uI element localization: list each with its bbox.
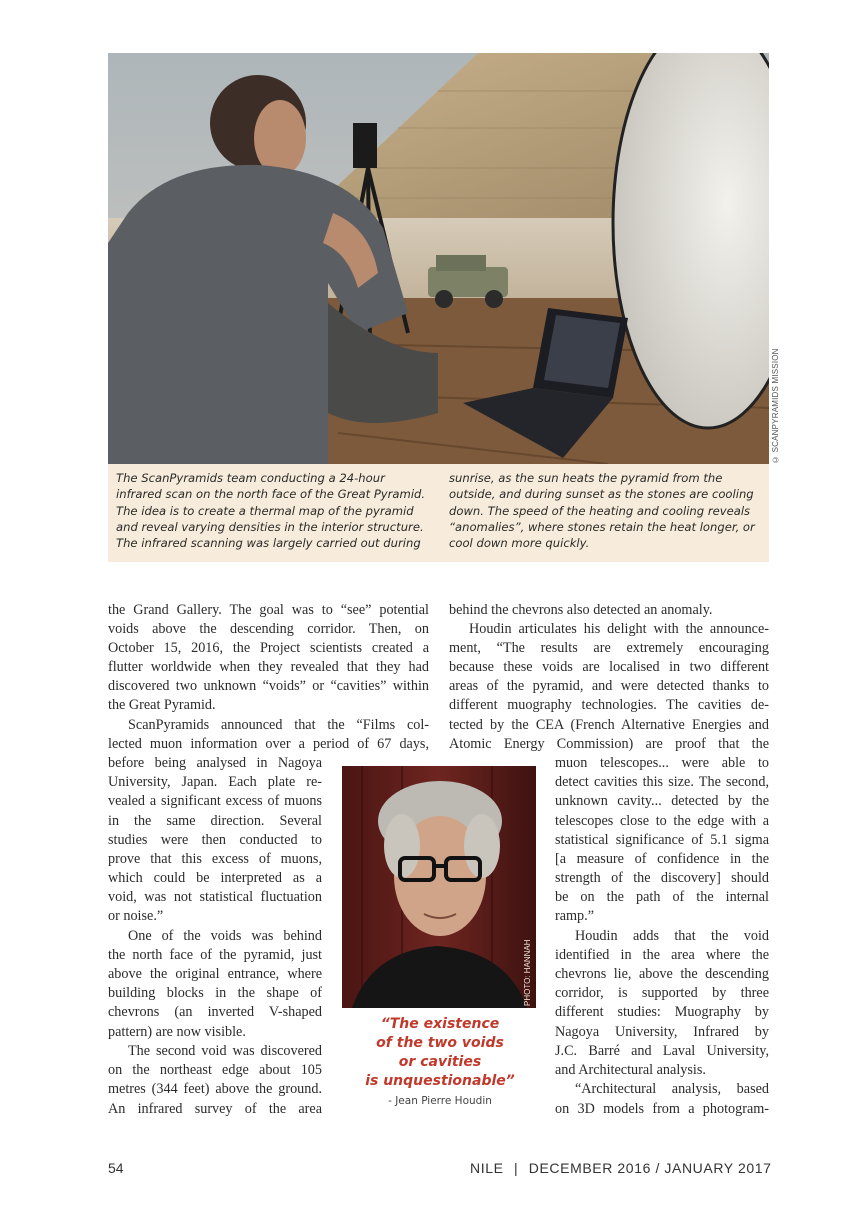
body-line: discovered two unknown “voids” or “cavities” within [108,678,429,694]
body-line: or noise.” [108,908,164,924]
pull-quote-line: “The existence [380,1016,500,1032]
caption-line: The infrared scanning was largely carried out during [116,536,421,551]
photo-credit: © SCANPYRAMIDS MISSION [771,348,780,464]
body-line: studies were then conducted to [108,832,322,848]
body-line: different muography technologies. The cavities de- [449,697,769,713]
photo-illustration [108,53,769,464]
caption-line: infrared scan on the north face of the Great Pyramid. [116,487,426,502]
body-line: chevrons (an inverted V-shaped [108,1004,322,1020]
body-line: on the northeast edge about 105 [108,1062,322,1078]
caption-column-1 [116,470,434,551]
body-line: J.C. Barré and Laval University, [555,1043,769,1059]
body-line: prove that this excess of muons, [108,851,322,867]
caption-line: outside, and during sunset as the stones are cooling [449,487,754,502]
body-line: building blocks in the shape of [108,985,322,1001]
body-line: because these voids are localised in two different [449,659,769,675]
body-line: October 15, 2016, the Project scientists created a [108,640,429,656]
caption-line: cool down more quickly. [449,536,590,551]
running-footer [470,1160,772,1176]
body-line: behind the chevrons also detected an anomaly. [449,602,713,618]
body-line: Atomic Energy Commission) are proof that the [449,736,769,752]
body-line: unknown cavity... detected by the [555,793,769,809]
body-line: ramp.” [555,908,594,924]
body-line: chevrons lie, above the descending [555,966,769,982]
body-line: telescopes close to the edge with a [555,813,769,829]
body-line: “Architectural analysis, based [575,1081,769,1097]
body-line: ment, “The results are extremely encouraging [449,640,769,656]
body-line: Houdin adds that the void [575,928,769,944]
body-line: flutter worldwide when they revealed that they had [108,659,429,675]
caption-column-2 [449,470,761,551]
body-line: areas of the pyramid, and were detected thanks to [449,678,769,694]
body-line: be on the path of the internal [555,889,769,905]
body-line: statistical significance of 5.1 sigma [555,832,769,848]
body-line: vealed a significant excess of muons [108,793,322,809]
pull-quote-line: is unquestionable” [365,1073,515,1089]
body-line: before being analysed in Nagoya [108,755,322,771]
houdin-portrait [342,766,536,1008]
body-line: University, Japan. Each plate re- [108,774,322,790]
body-line: different studies: Muography by [555,1004,769,1020]
body-line: identified in the area where the [555,947,769,963]
photo-caption [108,464,769,562]
scanpyramids-photo [108,53,769,464]
caption-line: sunrise, as the sun heats the pyramid from the [449,471,723,485]
body-line: in the same direction. Several [108,813,322,829]
body-line: ScanPyramids announced that the “Films col- [128,717,429,733]
body-line: and Architectural analysis. [555,1062,706,1078]
pull-quote-attribution: - Jean Pierre Houdin [388,1095,492,1107]
body-line: the Great Pyramid. [108,697,216,713]
body-line: detect cavities this size. The second, [555,774,769,790]
caption-line: The ScanPyramids team conducting a 24-hour [116,471,385,485]
page-number: 54 [108,1160,124,1176]
body-line: strength of the discovery] should [555,870,769,886]
body-line: voids above the descending corridor. Then, on [108,621,429,637]
body-line: metres (344 feet) above the ground. [108,1081,322,1097]
body-line: tected by the CEA (French Alternative Energies and [449,717,769,733]
caption-line: “anomalies”, where stones retain the heat longer, or [449,519,755,534]
body-line: pattern) are now visible. [108,1024,246,1040]
body-line: muon telescopes... were able to [555,755,769,771]
body-line: The second void was discovered [128,1043,322,1059]
body-line: [a measure of confidence in the [555,851,769,867]
footer-separator: | [514,1160,519,1176]
pull-quote-line: of the two voids [376,1035,504,1051]
body-line: One of the voids was behind [128,928,322,944]
body-line: on 3D models from a photogram- [555,1101,769,1117]
body-line: which could be interpreted as a [108,870,322,886]
body-line: above the original entrance, where [108,966,322,982]
body-line: void, was not statistical fluctuation [108,889,322,905]
issue-date: DECEMBER 2016 / JANUARY 2017 [528,1160,772,1176]
caption-line: down. The speed of the heating and cooling reveals [449,503,751,518]
caption-line: and reveal varying densities in the interior structure. [116,519,424,534]
portrait-illustration [342,766,536,1008]
pull-quote-line: or cavities [398,1054,482,1070]
body-line: corridor, is supported by three [555,985,769,1001]
magazine-name: NILE [470,1160,504,1176]
body-line: An infrared survey of the area [108,1101,322,1117]
portrait-credit: PHOTO: HANNAH [523,939,532,1006]
body-line: the Grand Gallery. The goal was to “see” potential [108,602,429,618]
body-line: Nagoya University, Infrared by [555,1024,769,1040]
body-line: the north face of the pyramid, just [108,947,322,963]
caption-line: The idea is to create a thermal map of the pyramid [116,503,414,518]
body-line: Houdin articulates his delight with the announce- [469,621,769,637]
body-line: lected muon information over a period of 67 days, [108,736,429,752]
